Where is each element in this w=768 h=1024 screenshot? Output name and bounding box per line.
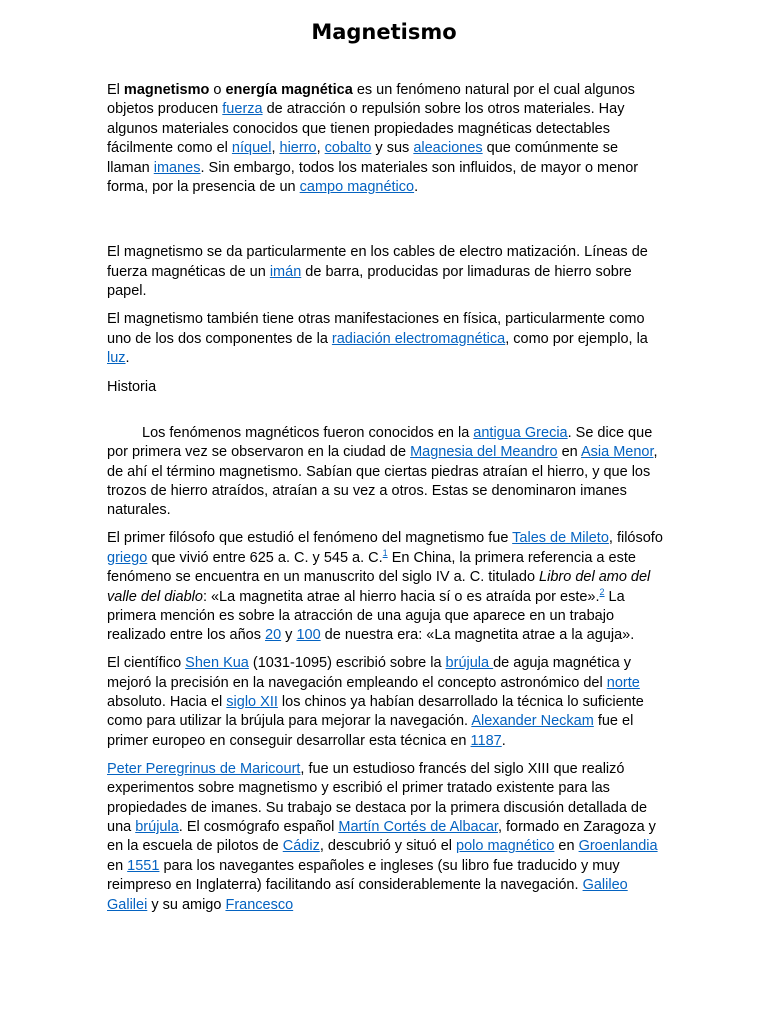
text: , de ahí el término magnetismo. Sabían que ciertas piedras atraían el hierro, y que los trozos de hierro atraídos, atraían a su vez a otros. Estas se denominaron imanes naturales. — [107, 444, 658, 519]
text: , como por ejemplo, la — [505, 330, 648, 347]
paragraph-shen-kua — [107, 654, 663, 751]
text: (1031-1095) escribió sobre la — [248, 655, 446, 672]
text: que vivió entre 625 a. C. y 545 a. C. — [147, 549, 383, 566]
text: : «La magnetita atrae al hierro hacia sí o es atraída por este». — [202, 588, 600, 605]
link-cobalto[interactable]: cobalto — [324, 140, 372, 157]
link-year-100[interactable]: 100 — [296, 627, 321, 644]
text: En China, la primera referencia a este fenómeno se encuentra en un manuscrito del siglo IV a. C. titulado — [107, 549, 636, 586]
link-norte[interactable]: norte — [606, 674, 640, 691]
text: y sus — [371, 140, 414, 157]
link-niquel[interactable]: níquel — [231, 140, 272, 157]
bold-term: energía magnética — [225, 82, 353, 98]
text: . Se dice que por primera vez se observaron en la ciudad de — [107, 424, 653, 461]
link-galileo-galilei[interactable]: Galileo Galilei — [107, 877, 628, 913]
link-aleaciones[interactable]: aleaciones — [413, 140, 483, 157]
text: absoluto. Hacia el — [107, 694, 227, 711]
text: que comúnmente se llaman — [107, 140, 619, 176]
text: El — [107, 82, 124, 98]
paragraph-tales — [107, 529, 663, 645]
text: , formado en Zaragoza y en la escuela de pilotos de — [107, 819, 656, 855]
link-martin-cortes[interactable]: Martín Cortés de Albacar — [338, 819, 498, 835]
document-body — [107, 81, 663, 915]
link-year-1551[interactable]: 1551 — [127, 857, 160, 874]
text: , — [271, 140, 280, 157]
paragraph-lineas — [107, 243, 663, 301]
text: de aguja magnética y mejoró la precisión en la navegación empleando el concepto astronómico del — [107, 655, 631, 691]
text: La primera mención es sobre la atracción de una aguja que aparece en un trabajo realizado entre los años — [107, 588, 625, 644]
text: de nuestra era: «La magnetita atrae a la aguja». — [320, 627, 635, 644]
text: El magnetismo también tiene otras manifestaciones en física, particularmente como uno de los dos componentes de la — [107, 311, 645, 347]
book-title: Libro del amo del valle del diablo — [107, 569, 651, 605]
link-hierro[interactable]: hierro — [279, 140, 317, 157]
link-radiacion-electromagnetica[interactable]: radiación electromagnética — [331, 330, 506, 347]
text: en — [107, 857, 128, 874]
link-francesco[interactable]: Francesco — [225, 896, 294, 913]
text: y — [281, 627, 297, 644]
section-heading-historia: Historia — [107, 379, 157, 396]
text: El científico — [107, 655, 186, 672]
text: El primer filósofo que estudió el fenómeno del magnetismo fue — [107, 530, 513, 547]
text: es un fenómeno natural por el cual algunos objetos producen — [107, 82, 635, 118]
link-peter-peregrinus[interactable]: Peter Peregrinus de Maricourt — [107, 760, 301, 777]
text: o — [209, 82, 226, 98]
link-asia-menor[interactable]: Asia Menor — [580, 444, 654, 461]
text: y su amigo — [147, 896, 226, 913]
link-imanes[interactable]: imanes — [153, 159, 201, 176]
link-alexander-neckam[interactable]: Alexander Neckam — [471, 713, 594, 730]
text: en — [557, 444, 581, 461]
link-iman[interactable]: imán — [269, 263, 302, 280]
link-tales-de-mileto[interactable]: Tales de Mileto — [512, 530, 609, 547]
bold-term: magnetismo — [123, 82, 210, 98]
text: , filósofo — [608, 530, 663, 547]
link-polo-magnetico[interactable]: polo magnético — [456, 838, 555, 855]
footnote-ref-1[interactable]: 1 — [382, 547, 388, 558]
link-year-20[interactable]: 20 — [265, 627, 282, 644]
paragraph-peregrinus — [107, 760, 663, 915]
text: de barra, producidas por limaduras de hierro sobre papel. — [107, 263, 632, 300]
link-shen-kua[interactable]: Shen Kua — [185, 655, 249, 672]
text: para los navegantes españoles e ingleses (su libro fue traducido y muy reimpreso en Inglaterra) facilitando así considerablemente la navegación. — [107, 857, 620, 894]
paragraph-manifestaciones — [107, 310, 663, 368]
text: fue el primer europeo en conseguir desarrollar esta técnica en — [107, 713, 634, 749]
paragraph-grecia — [107, 424, 663, 521]
link-magnesia-del-meandro[interactable]: Magnesia del Meandro — [410, 444, 558, 461]
text: los chinos ya habían desarrollado la técnica lo suficiente como para utilizar la brújula para mejorar la navegación. — [107, 694, 644, 730]
text: . — [414, 179, 419, 196]
page-title: Magnetismo — [311, 20, 457, 44]
link-cadiz[interactable]: Cádiz — [282, 838, 320, 855]
link-griego[interactable]: griego — [107, 549, 148, 566]
text: . Sin embargo, todos los materiales son influidos, de mayor o menor forma, por la presencia de un — [107, 159, 639, 196]
text: , — [316, 140, 325, 157]
link-antigua-grecia[interactable]: antigua Grecia — [473, 424, 568, 441]
footnote-ref-2[interactable]: 2 — [599, 586, 605, 597]
link-luz[interactable]: luz — [107, 349, 126, 366]
link-year-1187[interactable]: 1187 — [470, 732, 502, 749]
text: de atracción o repulsión sobre los otros materiales. Hay algunos materiales conocidos que tienen propiedades magnéticas detectables fácilmente como el — [107, 101, 625, 157]
text: El magnetismo se da particularmente en los cables de electro matización. Líneas de fuerza magnéticas de un — [107, 244, 648, 280]
text: . — [125, 349, 130, 366]
link-brujula[interactable]: brújula — [135, 819, 179, 835]
text: en — [554, 838, 579, 855]
link-groenlandia[interactable]: Groenlandia — [578, 838, 658, 855]
link-campo-magnetico[interactable]: campo magnético — [299, 179, 415, 196]
text: . El cosmógrafo español — [178, 819, 339, 835]
link-fuerza[interactable]: fuerza — [222, 101, 263, 118]
link-siglo-xii[interactable]: siglo XII — [226, 694, 278, 711]
text: . — [501, 732, 506, 749]
link-brujula[interactable]: brújula — [445, 655, 494, 672]
text: , descubrió y situó el — [319, 838, 457, 855]
text: , fue un estudioso francés del siglo XIII que realizó experimentos sobre magnetismo y escribió el primer tratado existente para las propiedades de imanes. Su trabajo se destaca por la primera discusión detallada de una — [107, 760, 648, 835]
paragraph-intro — [107, 81, 663, 197]
text: Los fenómenos magnéticos fueron conocidos en la — [142, 424, 474, 441]
